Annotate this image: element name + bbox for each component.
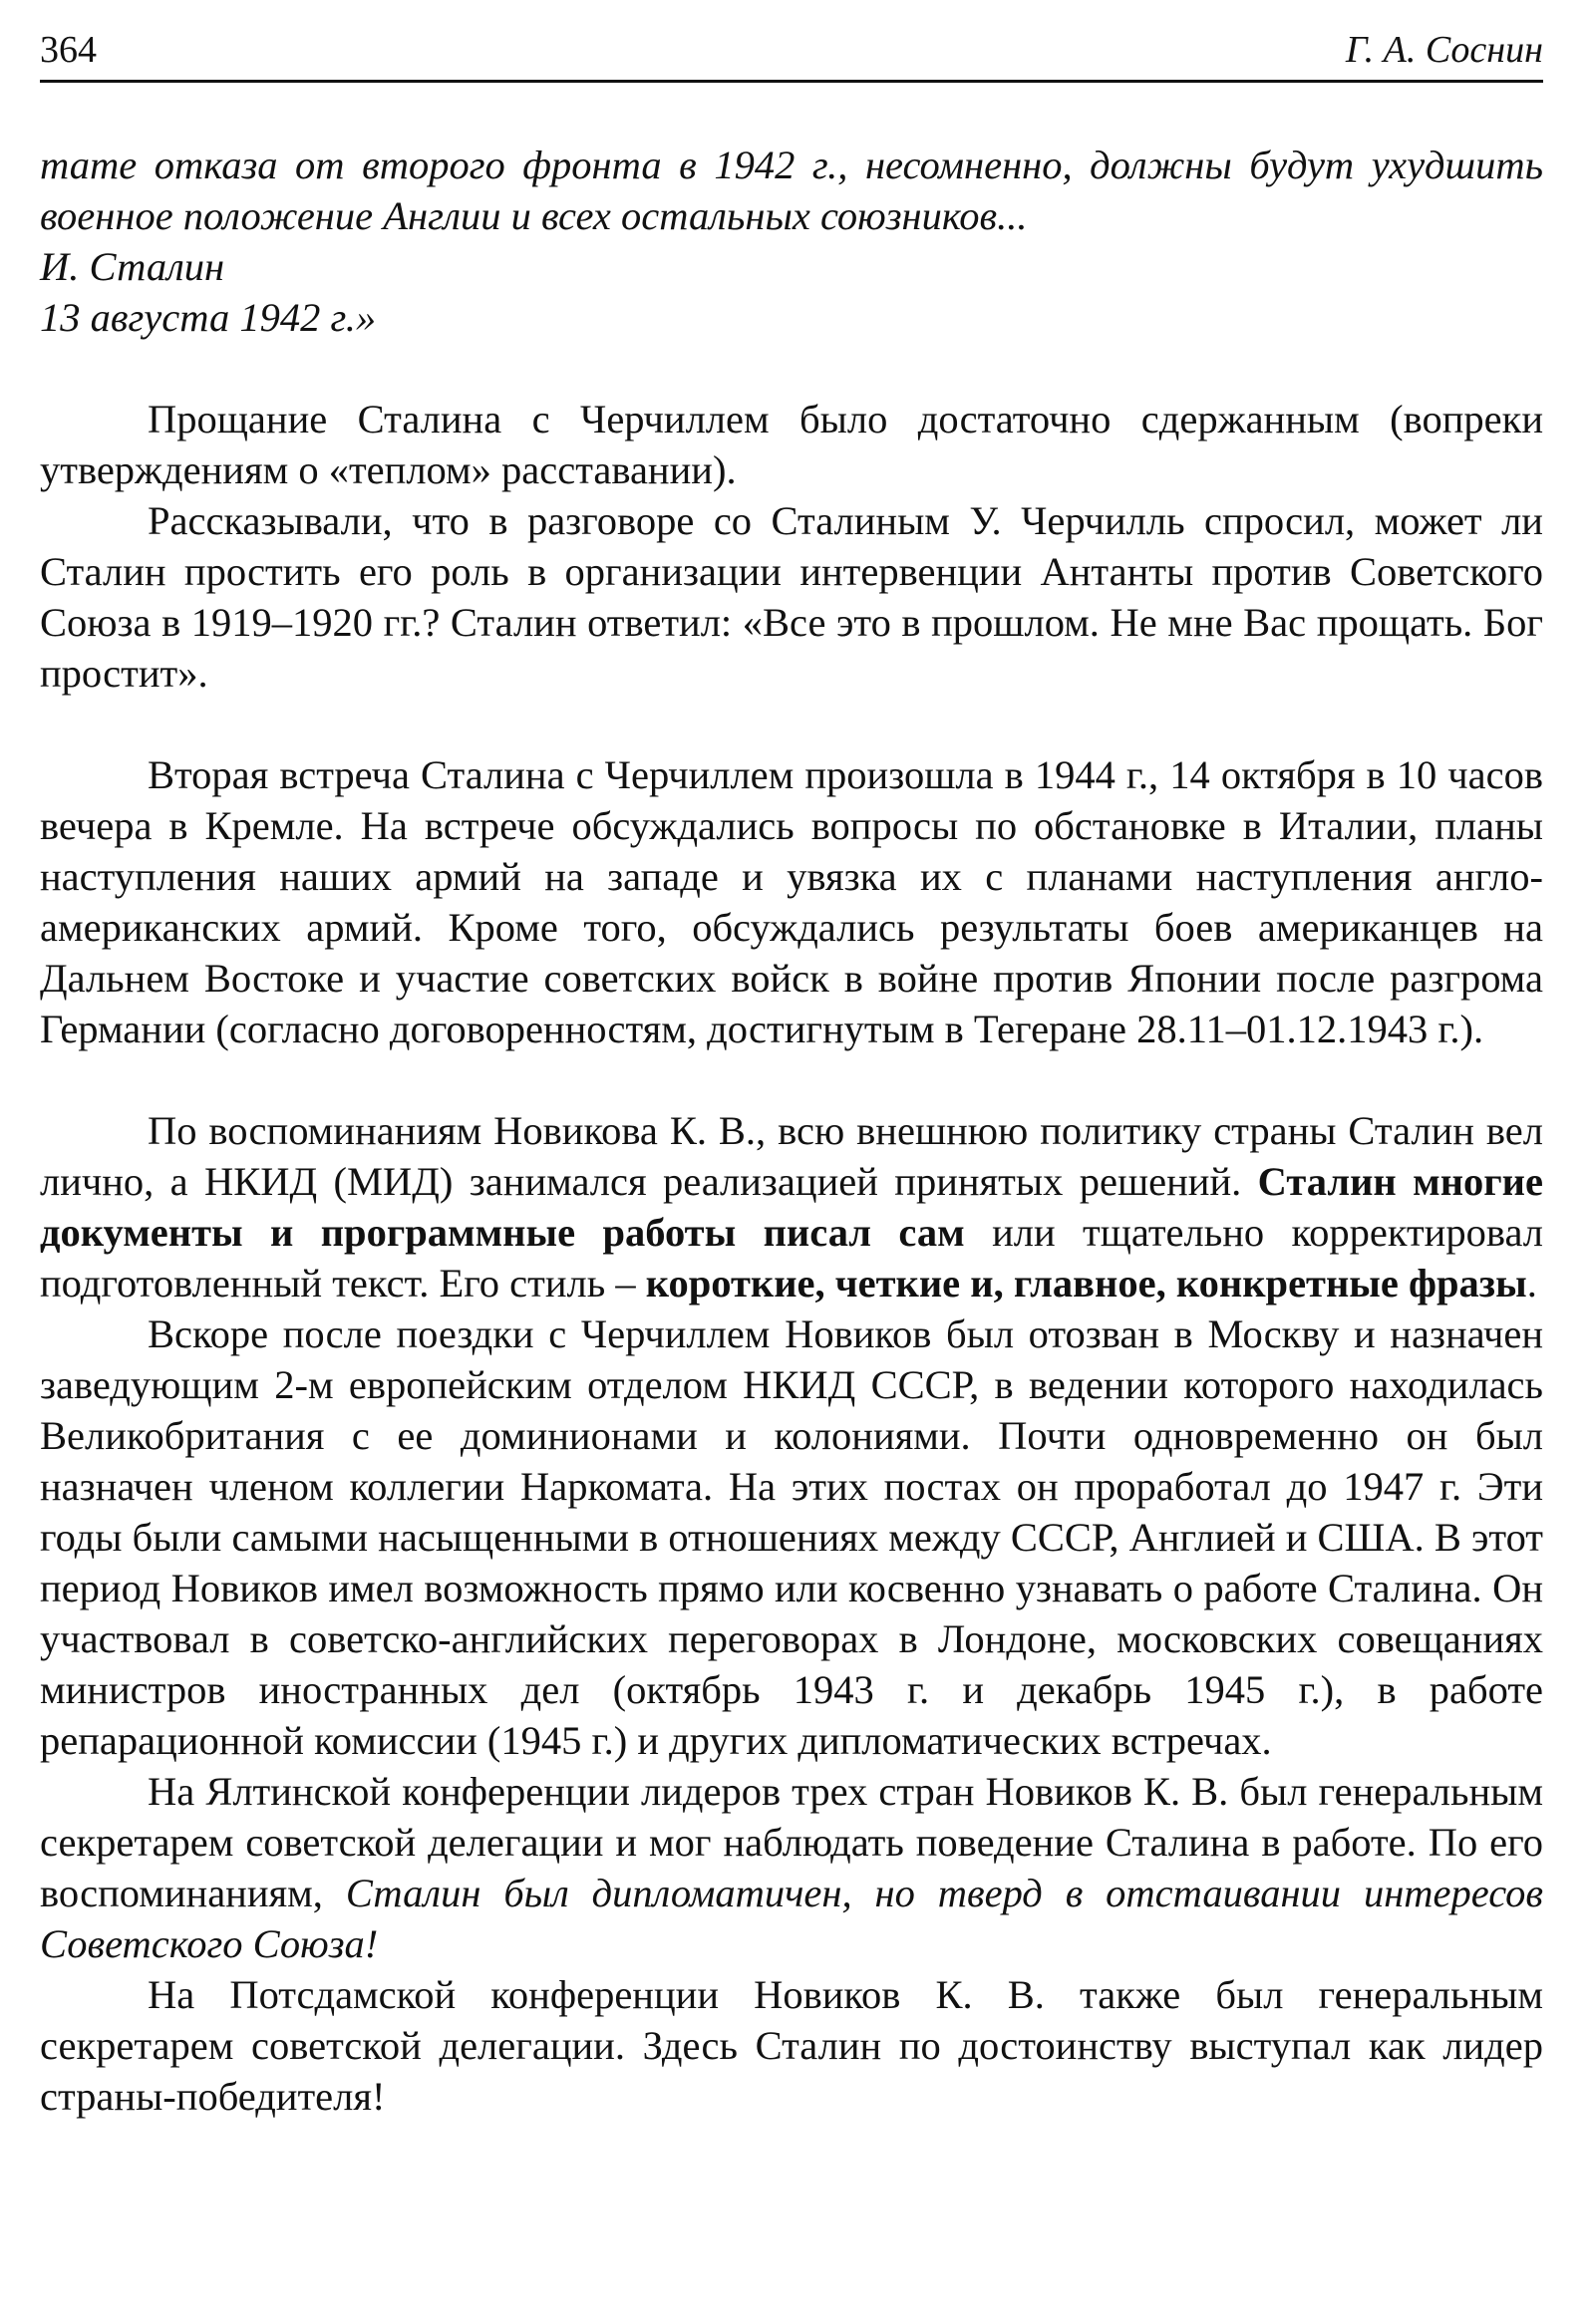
page-body [40,140,1543,2122]
spacer [40,699,1543,749]
bold-text: короткие, четкие и, главное, конкретные фразы [645,1261,1527,1306]
bold-text: Сталин многие документы и программные работы писал сам [40,1159,1543,1255]
paragraph: Прощание Сталина с Черчиллем было достаточно сдержанным (вопреки утверждениям о «теплом» расставании). [40,397,1543,492]
paragraph: Рассказывали, что в разговоре со Сталиным У. Черчилль спросил, может ли Сталин простить его роль в организации интервенции Антанты против Советского Союза в 1919–1920 гг.? Сталин ответил: «Все это в прошлом. Не мне Вас прощать. Бог простит». [40,498,1543,696]
quote-text: тате отказа от второго фронта в 1942 г., несомненно, должны будут ухудшить военное положение Англии и всех остальных союзников... [40,143,1543,238]
text-run: На Ялтинской конференции лидеров трех стран Новиков К. В. был генеральным секретарем советской делегации и мог наблюдать поведение Сталина в работе. По его воспоминаниям, [40,1769,1543,1915]
running-head: Г. А. Соснин [1345,29,1543,71]
paragraph [40,1766,1543,1969]
quote-author: И. Сталин [40,244,225,289]
page-header [40,24,1543,83]
text-run: . [1526,1261,1537,1306]
paragraph: На Потсдамской конференции Новиков К. В. также был генеральным секретарем советской делегации. Здесь Сталин по достоинству выступал как лидер страны-победителя! [40,1972,1543,2119]
text-run: или тщательно корректировал подготовленный текст. Его стиль – [40,1210,1543,1306]
page-number: 364 [40,29,97,71]
text-run: По воспоминаниям Новикова К. В., всю внешнюю политику страны Сталин вел лично, а НКИД (МИД) занимался реализацией принятых решений. [40,1108,1543,1204]
spacer [40,343,1543,394]
quote-date: 13 августа 1942 г.» [40,295,377,340]
spacer [40,1054,1543,1105]
paragraph: Вскоре после поездки с Черчиллем Новиков был отозван в Москву и назначен заведующим 2-м европейским отделом НКИД СССР, в ведении которого находилась Великобритания с ее доминионами и колониями. Почти одновременно он был назначен членом коллегии Наркомата. На этих постах он проработал до 1947 г. Эти годы были самыми насыщенными в отношениях между СССР, Англией и США. В этот период Новиков имел возможность прямо или косвенно узнавать о работе Сталина. Он участвовал в советско-английских переговорах в Лондоне, московских совещаниях министров иностранных дел (октябрь 1943 г. и декабрь 1945 г.), в работе репарационной комиссии (1945 г.) и других дипломатических встречах. [40,1311,1543,1763]
italic-text: Сталин был дипломатичен, но тверд в отстаивании интересов Советского Союза! [40,1871,1543,1966]
paragraph: Вторая встреча Сталина с Черчиллем произошла в 1944 г., 14 октября в 10 часов вечера в Кремле. На встрече обсуждались вопросы по обстановке в Италии, планы наступления наших армий на западе и увязка их с планами наступления англо-американских армий. Кроме того, обсуждались результаты боев американцев на Дальнем Востоке и участие советских войск в войне против Японии после разгрома Германии (согласно договоренностям, достигнутым в Тегеране 28.11–01.12.1943 г.). [40,752,1543,1051]
paragraph [40,1105,1543,1308]
